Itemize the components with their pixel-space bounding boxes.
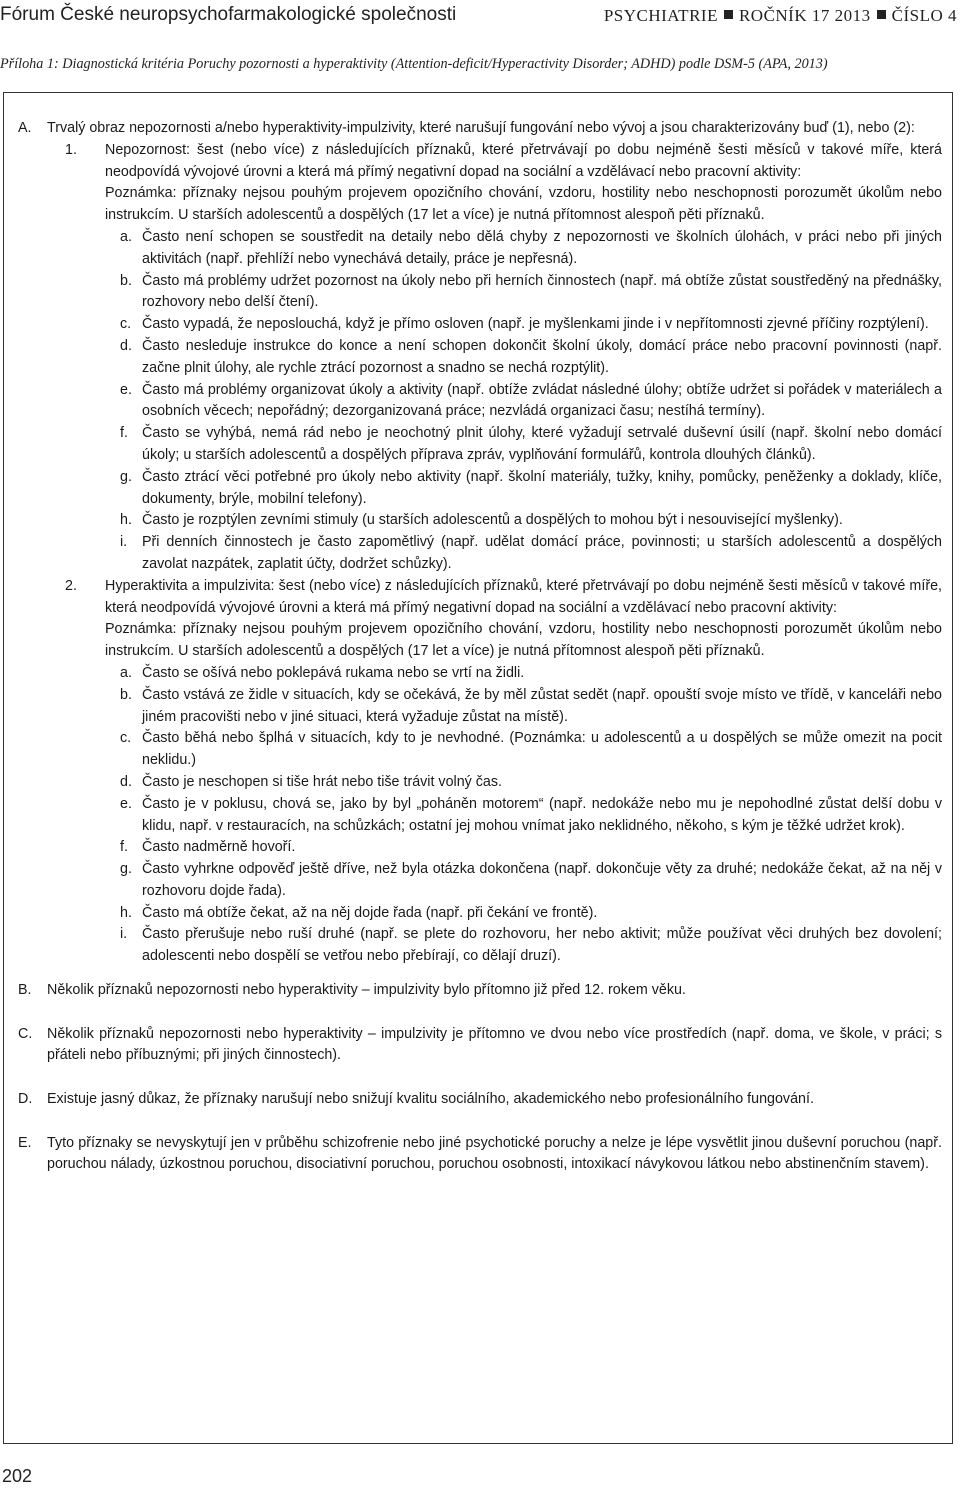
criterion-text: Několik příznaků nepozornosti nebo hyperaktivity – impulzivity je přítomno ve dvou nebo více prostředích (např. doma, ve škole, v práci; s přáteli nebo příbuznými; při jiných činnostech). xyxy=(47,1025,942,1064)
criterion-label: C. xyxy=(18,1025,33,1042)
symptom-item xyxy=(120,794,942,838)
symptom-item xyxy=(120,532,942,576)
symptom-label: e. xyxy=(120,795,132,812)
symptom-item xyxy=(120,859,942,903)
volume: ROČNÍK 17 xyxy=(738,6,830,25)
subcriterion-label: 2. xyxy=(65,577,77,594)
symptom-text: Často má problémy organizovat úkoly a aktivity (např. obtíže zvládat následné úlohy; obtíže udržet si pořádek v materiálech a osobních věcech; nepořádný; dezorganizovaná práce; nezvládá organizaci času; nestíhá termíny). xyxy=(142,381,942,420)
journal-title: Fórum České neuropsychofarmakologické společnosti xyxy=(0,4,457,25)
symptom-text: Často běhá nebo šplhá v situacích, kdy to je nevhodné. (Poznámka: u adolescentů a u dospělých se může omezit na pocit neklidu.) xyxy=(142,730,942,769)
subcriterion-2 xyxy=(47,576,942,620)
square-separator-icon xyxy=(877,10,886,19)
symptom-label: h. xyxy=(120,904,132,921)
criterion-text: Několik příznaků nepozornosti nebo hyperaktivity – impulzivity bylo přítomno již před 12. rokem věku. xyxy=(47,982,686,999)
criterion-e xyxy=(18,1133,942,1177)
symptom-label: f. xyxy=(120,425,128,442)
page-header xyxy=(0,0,960,34)
subcriterion-text: Hyperaktivita a impulzivita: šest (nebo více) z následujících příznaků, které přetrvávají po dobu nejméně šesti měsíců v takové míře, která neodpovídá vývojové úrovni a která má přímý negativní dopad na sociální a vzdělávací nebo pracovní aktivity: xyxy=(105,577,942,616)
symptom-text: Často vypadá, že neposlouchá, když je přímo osloven (např. je myšlenkami jinde i v nepřítomnosti zjevné příčiny rozptýlení). xyxy=(142,316,929,333)
symptom-text: Často přerušuje nebo ruší druhé (např. se plete do rozhovoru, her nebo aktivit; může používat věci druhých bez dovolení; adolescenti nebo dospělí se vetřou nebo přebírají, co dělají druzí). xyxy=(142,926,942,965)
subcriterion-note: Poznámka: příznaky nejsou pouhým projevem opozičního chování, vzdoru, hostility nebo neschopnosti porozumět úkolům nebo instrukcím. U starších adolescentů a dospělých (17 let a více) je nutná přítomnost alespoň pěti příznaků. xyxy=(105,621,942,660)
criterion-d xyxy=(18,1089,942,1111)
symptom-item xyxy=(120,423,942,467)
symptom-label: c. xyxy=(120,730,132,747)
symptom-item xyxy=(120,271,942,315)
page-number: 202 xyxy=(2,1466,33,1486)
criterion-text: Trvalý obraz nepozornosti a/nebo hyperaktivity-impulzivity, které narušují fungování nebo vývoj a jsou charakterizovány buď (1), nebo (2): xyxy=(47,120,915,136)
criterion-text: Existuje jasný důkaz, že příznaky narušují nebo snižují kvalitu sociálního, akademického nebo profesionálního fungování. xyxy=(47,1091,814,1108)
symptom-text: Často není schopen se soustředit na detaily nebo dělá chyby z nepozornosti ve školních úlohách, v práci nebo při jiných aktivitách (např. přehlíží nebo vynechává detaily, práce je nepřesná). xyxy=(142,228,942,267)
symptom-label: d. xyxy=(120,773,132,790)
year: 2013 xyxy=(834,6,871,25)
symptom-item xyxy=(120,227,942,271)
square-separator-icon xyxy=(724,10,733,19)
criterion-text: Tyto příznaky se nevyskytují jen v průběhu schizofrenie nebo jiné psychotické poruchy a nelze je lépe vysvětlit jinou duševní poruchou (např. poruchou nálady, úzkostnou poruchou, disociativní poruchou, poruchou osobnosti, intoxikací návykovou látkou nebo abstinenčním stavem). xyxy=(47,1134,942,1173)
symptom-label: b. xyxy=(120,686,132,703)
criterion-label: B. xyxy=(18,982,32,999)
symptom-text: Často nesleduje instrukce do konce a není schopen dokončit školní úkoly, domácí práce nebo pracovní povinnosti (např. začne plnit úlohy, ale rychle ztrácí pozornost a snadno se nechá rozptýlit). xyxy=(142,337,942,376)
symptom-label: e. xyxy=(120,381,132,398)
symptom-text: Často ztrácí věci potřebné pro úkoly nebo aktivity (např. školní materiály, tužky, knihy, pomůcky, peněženky a doklady, klíče, dokumenty, brýle, mobilní telefony). xyxy=(142,468,942,507)
subcriterion-1 xyxy=(47,140,942,184)
symptom-item xyxy=(120,772,942,794)
spacer xyxy=(18,1002,942,1024)
symptom-text: Často se ošívá nebo poklepává rukama nebo se vrtí na židli. xyxy=(142,664,525,681)
symptom-item xyxy=(120,728,942,772)
criterion-b xyxy=(18,980,942,1002)
spacer xyxy=(18,1067,942,1089)
symptom-label: a. xyxy=(120,228,132,245)
symptom-item xyxy=(120,837,942,859)
criterion-label: A. xyxy=(18,120,32,136)
symptom-item xyxy=(120,314,942,336)
criterion-label: E. xyxy=(18,1134,32,1151)
symptom-item xyxy=(120,336,942,380)
symptom-text: Často vstává ze židle v situacích, kdy se očekává, že by měl zůstat sedět (např. opouští svoje místo ve třídě, v kanceláři nebo jiném pracovišti nebo v jiné situaci, která vyžaduje zůstat na místě). xyxy=(142,686,942,725)
criterion-a xyxy=(18,118,942,140)
symptom-item xyxy=(120,467,942,511)
symptom-item xyxy=(120,663,942,685)
subcriterion-note: Poznámka: příznaky nejsou pouhým projevem opozičního chování, vzdoru, hostility nebo neschopnosti porozumět úkolům nebo instrukcím. U starších adolescentů a dospělých (17 let a více) je nutná přítomnost alespoň pěti příznaků. xyxy=(105,185,942,224)
subcriterion-text: Nepozornost: šest (nebo více) z následujících příznaků, které přetrvávají po dobu nejméně šesti měsíců v takové míře, která neodpovídá vývojové úrovni a která má přímý negativní dopad na sociální a vzdělávací nebo pracovní aktivity: xyxy=(105,141,942,180)
issue-number: ČÍSLO 4 xyxy=(891,6,957,25)
symptom-label: i. xyxy=(120,534,128,551)
symptom-text: Často je neschopen si tiše hrát nebo tiše trávit volný čas. xyxy=(142,773,502,790)
symptom-item xyxy=(120,685,942,729)
symptom-text: Často je rozptýlen zevními stimuly (u starších adolescentů a dospělých to mohou být i nesouvisející myšlenky). xyxy=(142,512,843,529)
symptom-item xyxy=(120,510,942,532)
symptom-label: d. xyxy=(120,337,132,354)
appendix-caption: Příloha 1: Diagnostická kritéria Poruchy pozornosti a hyperaktivity (Attention-deficit/Hyperactivity Disorder; ADHD) podle DSM-5 (APA, 2013) xyxy=(0,56,828,72)
symptom-label: c. xyxy=(120,316,132,333)
symptom-item xyxy=(120,903,942,925)
section-name: PSYCHIATRIE xyxy=(603,6,718,25)
symptom-text: Při denních činnostech je často zapomětlivý (např. udělat domácí práce, povinnosti; u starších adolescentů a dospělých zavolat nazpátek, zaplatit účty, dodržet schůzky). xyxy=(142,534,942,572)
symptom-text: Často je v poklusu, chová se, jako by byl „poháněn motorem“ (např. nedokáže nebo mu je nepohodlné zůstat delší dobu v klidu, např. v restauracích, na schůzkách; ostatní jej mohou vnímat jako neklidného, někoho, s kým je těžké udržet krok). xyxy=(142,795,942,834)
criterion-label: D. xyxy=(18,1091,33,1108)
criterion-c xyxy=(18,1024,942,1068)
symptom-text: Často se vyhýbá, nemá rád nebo je neochotný plnit úlohy, které vyžadují setrvalé duševní úsilí (např. školní nebo domácí úkoly; u starších adolescentů a dospělých příprava zpráv, vyplňování formulářů, kontrola dlouhých článků). xyxy=(142,425,942,463)
symptom-label: b. xyxy=(120,272,132,289)
symptom-text: Často má obtíže čekat, až na něj dojde řada (např. při čekání ve frontě). xyxy=(142,904,598,921)
criteria-content xyxy=(18,118,942,1176)
symptom-label: g. xyxy=(120,468,132,485)
symptom-label: f. xyxy=(120,839,128,856)
symptom-text: Často nadměrně hovoří. xyxy=(142,839,296,856)
symptom-label: a. xyxy=(120,664,132,681)
symptom-label: h. xyxy=(120,512,132,529)
symptom-label: g. xyxy=(120,861,132,878)
symptom-item xyxy=(120,380,942,424)
symptom-text: Často má problémy udržet pozornost na úkoly nebo při herních činnostech (např. má obtíže zůstat soustředěný na přednášky, rozhovory nebo delší čtení). xyxy=(142,272,942,311)
spacer xyxy=(18,1111,942,1133)
symptom-label: i. xyxy=(120,926,128,943)
spacer xyxy=(18,968,942,980)
symptom-item xyxy=(120,924,942,968)
symptom-text: Často vyhrkne odpověď ještě dříve, než byla otázka dokončena (např. dokončuje věty za druhé; nedokáže čekat, až na něj v rozhovoru dojde řada). xyxy=(142,861,942,899)
issue-info xyxy=(604,6,957,26)
subcriterion-label: 1. xyxy=(65,141,77,158)
